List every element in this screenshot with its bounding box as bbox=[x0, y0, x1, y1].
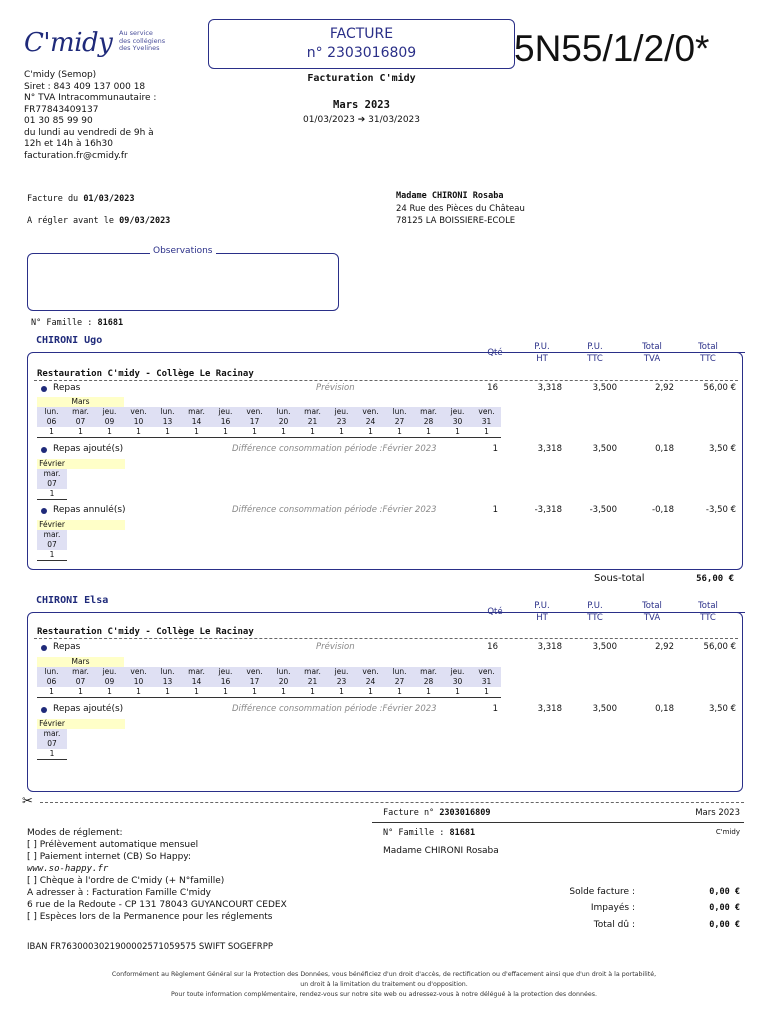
line-note: Différence consommation période :Février 2023 bbox=[232, 704, 437, 714]
restaurant-name: Restauration C'midy - Collège Le Racinay bbox=[37, 627, 254, 637]
line-label: Repas bbox=[53, 642, 81, 652]
line-tva: 0,18 bbox=[655, 444, 674, 454]
stub-period: Mars 2023 bbox=[695, 808, 740, 818]
invoice-range: 01/03/2023 ➔ 31/03/2023 bbox=[302, 115, 420, 125]
invoice-number-box: FACTURE n° 2303016809 bbox=[208, 19, 515, 69]
company-info: C'midy (Semop) Siret : 843 409 137 000 18 N° TVA Intracommunautaire : FR77843409137 01 30 85 99 90 du lundi au vendredi de 9h à 12h et 14h à 16h30 facturation.fr@cmidy.fr bbox=[24, 70, 157, 161]
col-total-tva: Total TVA bbox=[636, 341, 668, 365]
bullet-icon bbox=[41, 707, 47, 713]
col-total-ttc: Total TTC bbox=[692, 600, 724, 624]
document-code: 5N55/1/2/0* bbox=[514, 28, 710, 69]
col-qty: Qté bbox=[482, 606, 508, 618]
line-ttc: 56,00 € bbox=[703, 642, 736, 652]
calendar-month: Mars bbox=[37, 397, 124, 407]
col-total-ttc: Total TTC bbox=[692, 341, 724, 365]
child-name: CHIRONI Ugo bbox=[36, 335, 103, 346]
restaurant-name: Restauration C'midy - Collège Le Racinay bbox=[37, 369, 254, 379]
calendar-grid: Mars lun. mar. jeu. ven. lun. mar. jeu. ven. lun. mar. jeu. ven. lun. mar. jeu. ven. 06 07 09 10 13 14 16 17 20 21 23 24 27 28 30 31 1 1 1 1 1 1 1 1 1 1 1 1 1 1 1 1 bbox=[37, 657, 501, 698]
invoice-period: Mars 2023 bbox=[333, 99, 390, 111]
brand-logo: C'midy bbox=[24, 28, 113, 58]
line-label: Repas bbox=[53, 383, 81, 393]
calendar-grid: Mars lun. mar. jeu. ven. lun. mar. jeu. ven. lun. mar. jeu. ven. lun. mar. jeu. ven. 06 07 09 10 13 14 16 17 20 21 23 24 27 28 30 31 1 1 1 1 1 1 1 1 1 1 1 1 1 1 1 1 bbox=[37, 397, 501, 438]
line-ttc: 3,50 € bbox=[708, 444, 736, 454]
line-qty: 16 bbox=[487, 383, 498, 393]
line-tva: 2,92 bbox=[655, 383, 674, 393]
line-ttc: -3,50 € bbox=[705, 505, 736, 515]
stub-total-value: 0,00 € bbox=[709, 903, 740, 913]
stub-total-value: 0,00 € bbox=[709, 920, 740, 930]
col-total-tva: Total TVA bbox=[636, 600, 668, 624]
line-pu-ht: -3,318 bbox=[534, 505, 562, 515]
line-note: Différence consommation période :Février 2023 bbox=[232, 444, 437, 454]
line-label: Repas ajouté(s) bbox=[53, 444, 124, 454]
separator bbox=[34, 380, 738, 381]
stub-family: N° Famille : 81681 bbox=[383, 828, 476, 838]
line-pu-ttc: 3,500 bbox=[592, 444, 617, 454]
line-pu-ht: 3,318 bbox=[537, 642, 562, 652]
line-tva: -0,18 bbox=[652, 505, 674, 515]
line-qty: 1 bbox=[492, 505, 498, 515]
line-pu-ht: 3,318 bbox=[537, 383, 562, 393]
recipient-address: Madame CHIRONI Rosaba 24 Rue des Pièces du Château 78125 LA BOISSIERE-ECOLE bbox=[396, 191, 525, 226]
subtotal-value: 56,00 € bbox=[696, 574, 734, 584]
col-pu-ttc: P.U. TTC bbox=[580, 600, 610, 624]
stub-total-label: Impayés : bbox=[590, 903, 635, 913]
col-pu-ttc: P.U. TTC bbox=[580, 341, 610, 365]
line-qty: 16 bbox=[487, 642, 498, 652]
scissors-icon: ✂ bbox=[22, 794, 33, 809]
line-note: Différence consommation période :Février 2023 bbox=[232, 505, 437, 515]
stub-invoice-number: Facture n° 2303016809 bbox=[383, 808, 491, 818]
mini-calendar: Février mar. 07 1 bbox=[37, 520, 125, 561]
separator bbox=[34, 638, 738, 639]
mini-calendar: Février mar. 07 1 bbox=[37, 459, 125, 500]
line-pu-ht: 3,318 bbox=[537, 444, 562, 454]
line-label: Repas annulé(s) bbox=[53, 505, 126, 515]
line-label: Repas ajouté(s) bbox=[53, 704, 124, 714]
invoice-date: Facture du 01/03/2023 bbox=[27, 194, 135, 204]
cut-line bbox=[40, 802, 744, 803]
line-tva: 2,92 bbox=[655, 642, 674, 652]
line-tva: 0,18 bbox=[655, 704, 674, 714]
line-pu-ttc: 3,500 bbox=[592, 704, 617, 714]
due-date: A régler avant le 09/03/2023 bbox=[27, 216, 171, 226]
family-number: N° Famille : 81681 bbox=[31, 318, 124, 328]
child-card bbox=[27, 612, 743, 792]
col-pu-ht: P.U. HT bbox=[527, 600, 557, 624]
col-qty: Qté bbox=[482, 347, 508, 359]
line-qty: 1 bbox=[492, 704, 498, 714]
stub-total-label: Solde facture : bbox=[569, 887, 635, 897]
line-note: Prévision bbox=[316, 642, 355, 652]
bullet-icon bbox=[41, 508, 47, 514]
stub-total-value: 0,00 € bbox=[709, 887, 740, 897]
line-ttc: 3,50 € bbox=[708, 704, 736, 714]
subtotal-label: Sous-total bbox=[594, 573, 645, 584]
legal-notice: Conformément au Règlement Général sur la Protection des Données, vous bénéficiez d'un droit d'accès, de rectification ou d'effacement ainsi que d'un droit à la portabilité, un droit à la limitation du traitement ou d'opposition. Pour toute information complémentaire, rendez-vous sur notre site web ou adressez-vous à notre délégué à la protection des données. bbox=[111, 971, 657, 998]
line-pu-ttc: -3,500 bbox=[589, 505, 617, 515]
col-pu-ht: P.U. HT bbox=[527, 341, 557, 365]
stub-total-label: Total dû : bbox=[593, 920, 635, 930]
line-qty: 1 bbox=[492, 444, 498, 454]
brand-tagline: Au service des collégiens des Yvelines bbox=[119, 29, 166, 52]
bullet-icon bbox=[41, 645, 47, 651]
line-ttc: 56,00 € bbox=[703, 383, 736, 393]
iban: IBAN FR7630003021900002571059575 SWIFT SOGEFRPP bbox=[27, 942, 273, 952]
stub-line bbox=[372, 822, 744, 823]
stub-recipient: Madame CHIRONI Rosaba bbox=[383, 846, 499, 856]
invoice-subtitle: Facturation C'midy bbox=[307, 73, 416, 84]
mini-calendar: Février mar. 07 1 bbox=[37, 719, 125, 760]
payment-modes: Modes de réglement: [ ] Prélèvement automatique mensuel [ ] Paiement internet (CB) So Happy: www.so-happy.fr [ ] Chèque à l'ordre de C'midy (+ N°famille) A adresser à : Facturation Famille C'midy 6 rue de la Redoute - CP 131 78043 GUYANCOURT CEDEX [ ] Espèces lors de la Permanence pour les réglements bbox=[27, 828, 287, 922]
line-pu-ttc: 3,500 bbox=[592, 642, 617, 652]
child-name: CHIRONI Elsa bbox=[36, 595, 109, 606]
line-note: Prévision bbox=[316, 383, 355, 393]
line-pu-ht: 3,318 bbox=[537, 704, 562, 714]
bullet-icon bbox=[41, 386, 47, 392]
observations-label: Observations bbox=[150, 246, 216, 256]
bullet-icon bbox=[41, 447, 47, 453]
line-pu-ttc: 3,500 bbox=[592, 383, 617, 393]
observations-box bbox=[27, 253, 339, 311]
stub-brand: C'midy bbox=[715, 828, 740, 836]
